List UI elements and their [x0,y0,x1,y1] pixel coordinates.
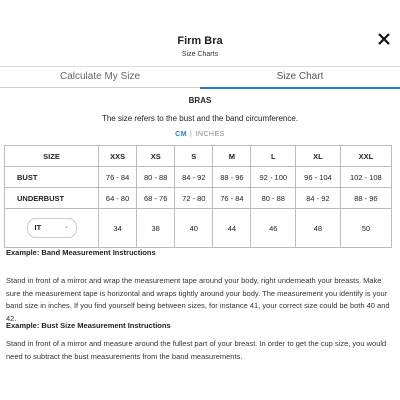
table-cell: 40 [175,209,213,248]
header-divider [0,66,400,67]
table-header-row [5,146,392,167]
column-header: M [213,146,251,167]
size-table [4,145,392,248]
table-cell: 80 - 88 [137,167,175,188]
table-row-region [5,209,392,248]
table-cell: 76 - 84 [213,188,251,209]
unit-inches-option[interactable]: INCHES [195,131,225,138]
column-header: XS [137,146,175,167]
unit-separator: | [190,131,193,138]
table-cell: 102 - 108 [340,167,391,188]
page-title: Firm Bra [177,35,223,47]
table-cell: 84 - 92 [175,167,213,188]
table-cell: 92 - 100 [251,167,296,188]
column-header: SIZE [5,146,99,167]
table-cell: 50 [340,209,391,248]
column-header: XXS [99,146,137,167]
table-cell: 48 [296,209,341,248]
region-select-value: IT [34,223,42,232]
table-cell: 72 - 80 [175,188,213,209]
table-cell: 80 - 88 [251,188,296,209]
tab-bar [0,69,400,89]
table-cell: 88 - 96 [213,167,251,188]
column-header: XXL [340,146,391,167]
bust-instructions-heading: Example: Bust Size Measurement Instructions [6,321,171,330]
bust-instructions-text: Stand in front of a mirror and measure around the fullest part of your breast. In order to get the cup size, you would need to subtract the bust measurements from the band measurements. [6,339,387,361]
region-select-cell [5,209,99,248]
band-instructions-text: Stand in front of a mirror and wrap the measurement tape around your body, right underneath your breasts. Make sure the measurement tape is horizontal and wraps tightly around your body. The measurement you identify is your band size in inches. If you find yourself being between sizes, for instance 41, your correct size could be both 40 and 42. [6,276,390,323]
page-subtitle: Size Charts [181,51,219,58]
table-cell: 38 [137,209,175,248]
table-cell: 44 [213,209,251,248]
tab-size-chart[interactable]: Size Chart [200,69,400,89]
column-header: L [251,146,296,167]
tab-calculate-my-size[interactable]: Calculate My Size [0,69,200,88]
table-cell: 68 - 76 [137,188,175,209]
unit-toggle [0,131,400,138]
table-row-bust [5,167,392,188]
chevron-down-icon: ⌄ [63,223,70,230]
column-header: XL [296,146,341,167]
table-cell: 96 - 104 [296,167,341,188]
table-cell: 88 - 96 [340,188,391,209]
table-cell: 64 - 80 [99,188,137,209]
modal-header [0,0,400,66]
band-instructions-heading: Example: Band Measurement Instructions [6,248,156,257]
table-cell: 46 [251,209,296,248]
unit-cm-option[interactable]: CM [175,131,188,138]
row-label: BUST [5,167,99,188]
column-header: S [175,146,213,167]
close-icon[interactable] [377,32,391,46]
table-cell: 76 - 84 [99,167,137,188]
row-label: UNDERBUST [5,188,99,209]
region-select[interactable] [27,218,77,238]
chart-heading: BRAS [188,96,212,105]
chart-description: The size refers to the bust and the band circumference. [101,114,299,123]
table-cell: 34 [99,209,137,248]
table-cell: 84 - 92 [296,188,341,209]
table-row-underbust [5,188,392,209]
